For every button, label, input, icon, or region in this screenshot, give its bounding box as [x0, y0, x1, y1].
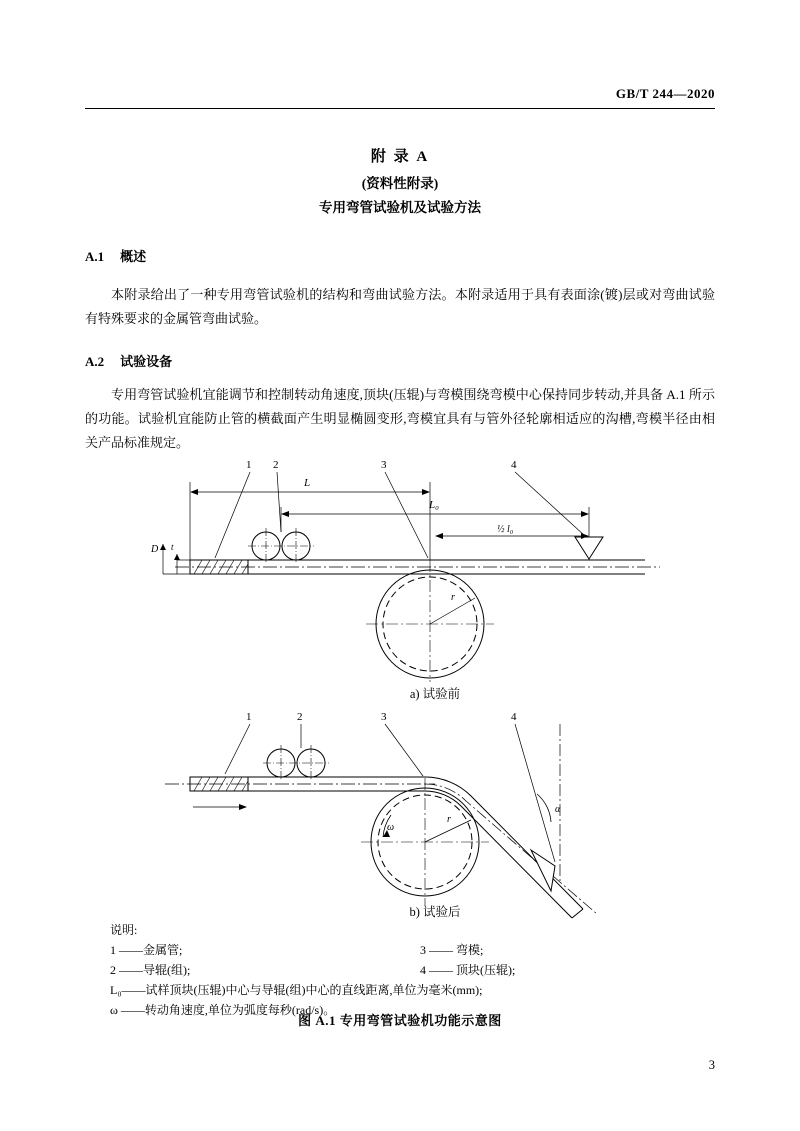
- section-number-a2: A.2: [85, 354, 105, 369]
- svg-text:2: 2: [297, 711, 303, 723]
- figure-caption-a: a) 试验前: [409, 687, 461, 701]
- section-body-a1: 本附录给出了一种专用弯管试验机的结构和弯曲试验方法。本附录适用于具有表面涂(镀)层或对弯曲试验有特殊要求的金属管弯曲试验。: [85, 287, 715, 326]
- header-rule: [85, 108, 715, 109]
- figure-a1: [85, 452, 715, 932]
- svg-text:4: 4: [511, 711, 517, 723]
- legend-item-1: [110, 940, 710, 960]
- legend-item-2-right: 4 —— 顶块(压辊);: [420, 963, 516, 977]
- svg-text:ω: ω: [387, 822, 395, 833]
- section-title-a2: 试验设备: [120, 354, 173, 369]
- legend-item-2-left: 2 ——导辊(组);: [110, 963, 191, 977]
- annex-subtitle: (资料性附录): [361, 176, 439, 191]
- page-number: 3: [708, 1058, 715, 1072]
- svg-text:½ l₀: ½ l₀: [497, 524, 514, 535]
- figure-caption-b: b) 试验后: [409, 905, 461, 919]
- figure-legend: [110, 920, 710, 1020]
- svg-text:4: 4: [511, 459, 517, 471]
- figure-title: 图 A.1 专用弯管试验机功能示意图: [298, 1013, 502, 1028]
- legend-item-2: [110, 960, 710, 980]
- svg-text:2: 2: [273, 459, 279, 471]
- svg-text:3: 3: [381, 711, 387, 723]
- legend-heading: 说明:: [110, 923, 138, 937]
- svg-text:t: t: [171, 542, 174, 552]
- svg-text:r: r: [451, 592, 455, 603]
- section-heading-a2: [85, 351, 172, 370]
- section-heading-a1: [85, 246, 146, 265]
- section-body-a2: 专用弯管试验机宜能调节和控制转动角速度,顶块(压辊)与弯模围绕弯模中心保持同步转动,并具备 A.1 所示的功能。试验机宜能防止管的横截面产生明显椭圆变形,弯模宜具有与管外径轮廓相适应的沟槽,弯模半径由相关产品标准规定。: [85, 387, 715, 450]
- annex-name: 专用弯管试验机及试验方法: [319, 200, 481, 215]
- annex-title: 附 录 A: [370, 149, 430, 165]
- svg-text:α: α: [555, 804, 561, 815]
- svg-text:L₀: L₀: [429, 499, 439, 511]
- svg-text:1: 1: [246, 459, 252, 471]
- svg-text:3: 3: [381, 459, 387, 471]
- standard-code: GB/T 244—2020: [615, 86, 715, 101]
- diagram-after-test: [85, 702, 715, 932]
- legend-note-1: L₀——试样顶块(压辊)中心与导辊(组)中心的直线距离,单位为毫米(mm);: [110, 983, 483, 997]
- svg-text:r: r: [447, 814, 451, 825]
- diagram-before-test: [85, 452, 715, 682]
- legend-note-2: ω ——转动角速度,单位为弧度每秒(rad/s)。: [110, 1003, 336, 1017]
- svg-text:D: D: [151, 544, 159, 555]
- svg-text:L: L: [304, 477, 311, 489]
- section-number-a1: A.1: [85, 249, 105, 264]
- legend-item-1-right: 3 —— 弯模;: [420, 943, 484, 957]
- svg-text:1: 1: [246, 711, 252, 723]
- section-title-a1: 概述: [120, 249, 147, 264]
- legend-item-1-left: 1 ——金属管;: [110, 943, 183, 957]
